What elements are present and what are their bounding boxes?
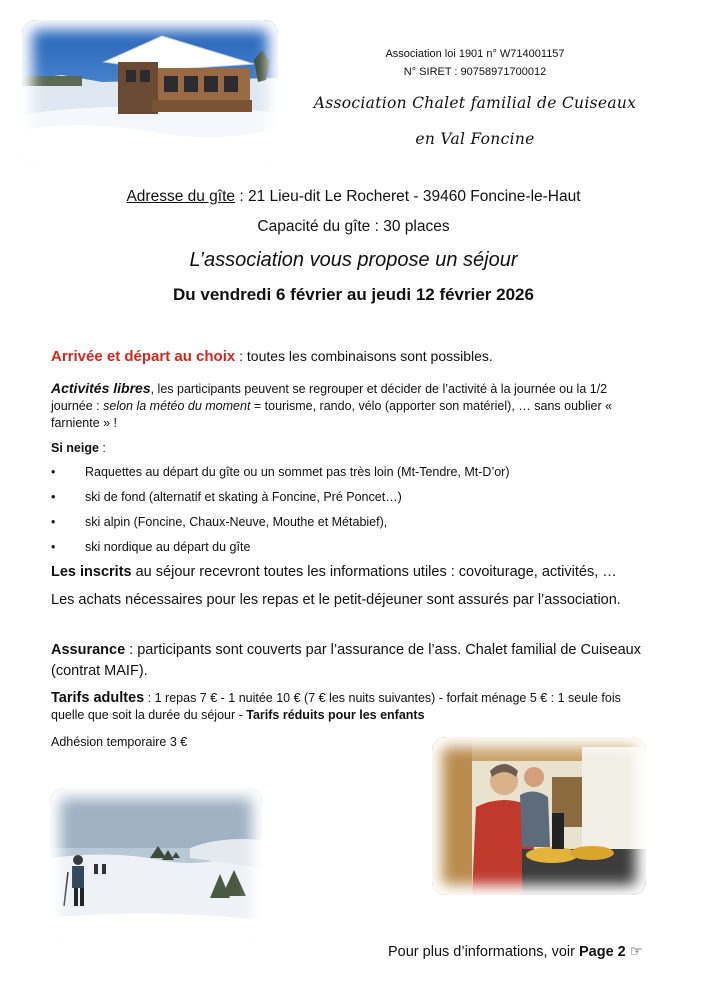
snow-colon: :: [98, 441, 106, 455]
capacity: Capacité du gîte : 30 places: [257, 218, 450, 235]
bullet-icon: •: [51, 515, 56, 529]
address-value: : 21 Lieu-dit Le Rocheret - 39460 Foncine-le-Haut: [235, 188, 581, 205]
bullet-icon: •: [51, 540, 56, 554]
chalet-photo: [22, 20, 278, 168]
snow-label: Si neige: [51, 441, 99, 455]
page-2-link[interactable]: Page 2: [579, 944, 626, 960]
association-legal: Association loi 1901 n° W714001157: [385, 48, 565, 60]
association-name-line1: Association Chalet familial de Cuiseaux: [313, 94, 637, 112]
siret: N° SIRET : 90758971700012: [403, 66, 547, 78]
registered-text: au séjour recevront toutes les informations utiles : covoiturage, activités, …: [131, 564, 617, 580]
reduced-rates: Tarifs réduits pour les enfants: [246, 708, 425, 722]
rates-paragraph: [51, 690, 651, 724]
activities-meteo: selon la météo du moment: [103, 399, 251, 413]
footer-more-info: [388, 944, 688, 960]
membership-fee: Adhésion temporaire 3 €: [51, 735, 188, 749]
rates-text: : 1 repas 7 € - 1 nuitée 10 € (7 € les nuits suivantes) - forfait ménage 5 € : 1 seule fois quelle que soit la durée du séjour -: [51, 691, 621, 722]
association-name-line2: en Val Foncine: [415, 130, 535, 148]
dates-heading: Du vendredi 6 février au jeudi 12 février 2026: [173, 285, 534, 304]
kitchen-photo: [432, 737, 646, 895]
registered-line: [51, 562, 691, 583]
address-line: [0, 188, 707, 206]
bullet-icon: •: [51, 490, 56, 504]
purchases-line: Les achats nécessaires pour les repas et le petit-déjeuner sont assurés par l’association.: [51, 592, 621, 608]
arrival-text: : toutes les combinaisons sont possibles.: [235, 348, 493, 364]
footer-text: Pour plus d’informations, voir: [388, 944, 579, 960]
insurance-title: Assurance: [51, 642, 126, 658]
address-label: Adresse du gîte: [126, 188, 236, 205]
bullet-icon: •: [51, 465, 56, 479]
arrival-title: Arrivée et départ au choix: [51, 348, 236, 365]
activities-title: Activités libres: [51, 380, 151, 396]
proposal-heading: L’association vous propose un séjour: [189, 249, 518, 271]
insurance-paragraph: [51, 640, 661, 682]
list-item: • ski de fond (alternatif et skating à Foncine, Pré Poncet…): [51, 487, 651, 512]
activities-paragraph: [51, 380, 651, 432]
activities-text2: = tourisme, rando, vélo (apporter son matériel), … sans oublier « farniente » !: [51, 399, 613, 430]
snow-label-line: [51, 440, 106, 457]
snowshoe-photo: [50, 788, 262, 944]
insurance-text: : participants sont couverts par l’assurance de l’ass. Chalet familial de Cuiseaux (contrat MAIF).: [51, 642, 641, 679]
snow-activities-list: [51, 462, 651, 562]
list-item: • Raquettes au départ du gîte ou un sommet pas très loin (Mt-Tendre, Mt-D’or): [51, 462, 651, 487]
activities-text1: , les participants peuvent se regrouper et décider de l’activité à la journée ou la 1/2 journée :: [51, 382, 608, 413]
list-item: • ski alpin (Foncine, Chaux-Neuve, Mouthe et Métabief),: [51, 512, 651, 537]
registered-title: Les inscrits: [51, 564, 132, 580]
rates-title: Tarifs adultes: [51, 690, 145, 706]
list-item: • ski nordique au départ du gîte: [51, 537, 651, 562]
pointing-hand-icon: ☞: [629, 944, 643, 960]
arrival-line: [51, 348, 671, 365]
